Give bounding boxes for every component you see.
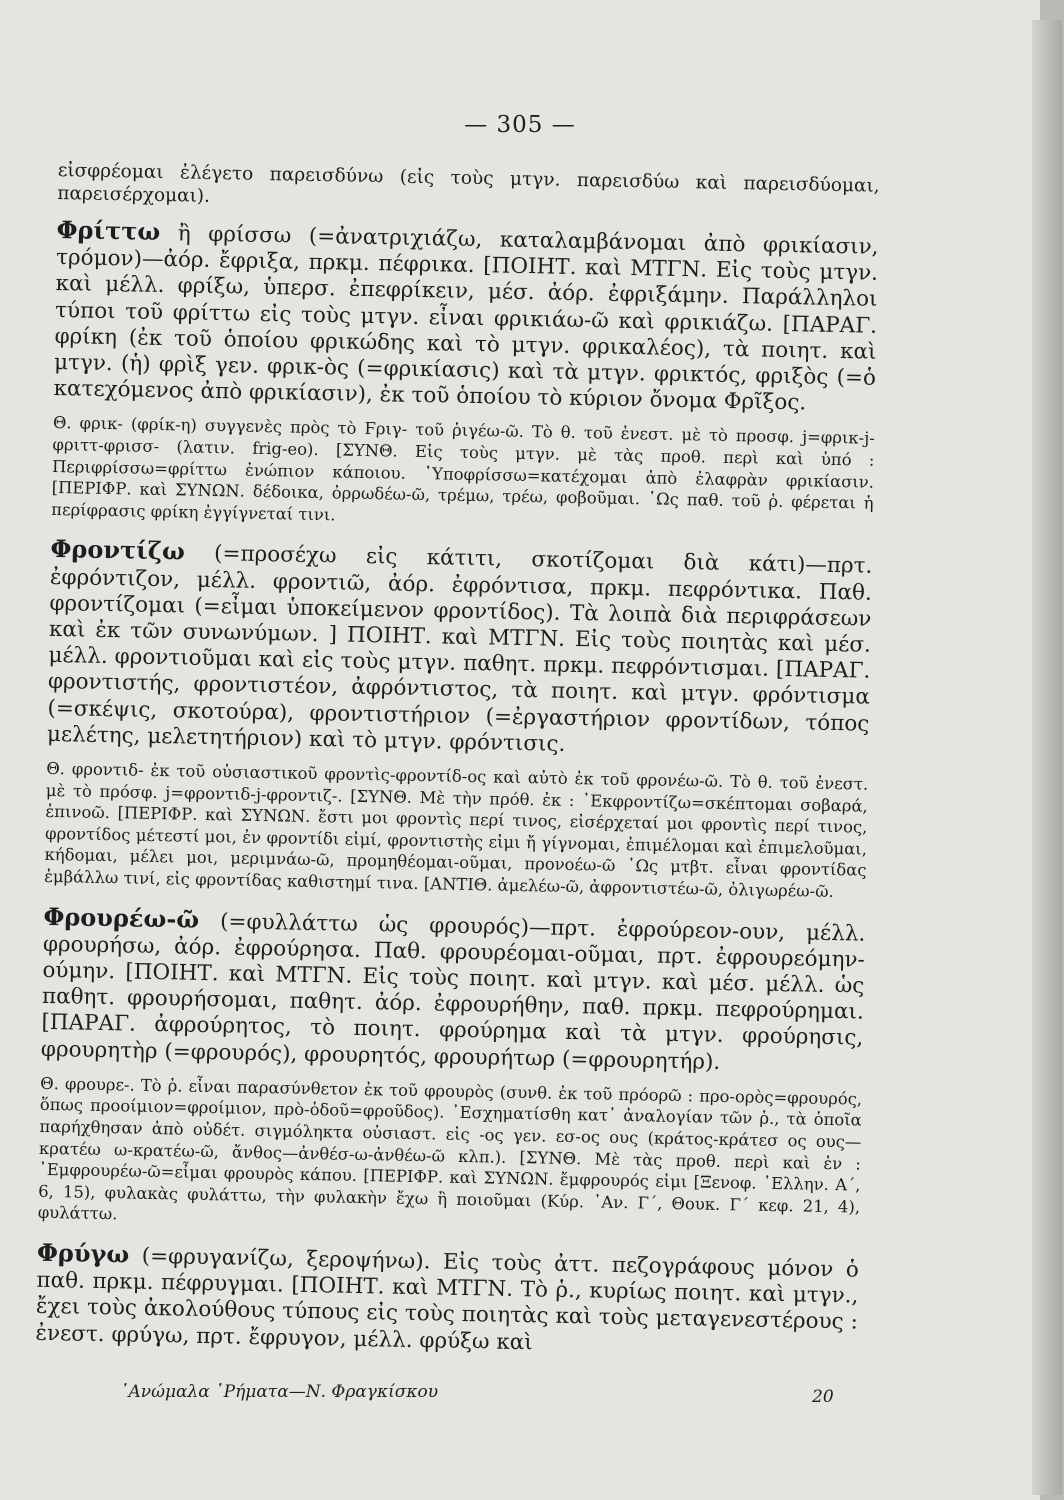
entry-note: Θ. φρουρε-. Τὸ ῥ. εἶναι παρασύνθετον ἐκ τοῦ φρουρὸς (συνθ. ἐκ τοῦ πρόορῶ : προ-ορὸς=φρουρός, ὅπως προοίμιον=φροίμιον, πρὸ-ὁδοῦ=φροῦδος). ᾿Εσχηματίσθη κατ᾿ ἀναλογίαν τῶν ῥ., τὰ ὁποῖα παρήχθησαν ἀπὸ οὐδέτ. σιγμόληκτα οὐσιαστ. εἰς -ος γεν. εσ-ος ους (κράτος-κράτεσ ος ους—κρατέω ω-κρατέω-ῶ, ἄνθος—ἀνθέσ-ω-ἀνθέω-ῶ κλπ.). [ΣΥΝΘ. Μὲ τὰς προθ. περὶ καὶ ἐν : ᾿Εμφρουρέω-ῶ=εἶμαι φρουρὸς κάπου. [ΠΕΡΙΦΡ. καὶ ΣΥΝΩΝ. ἔμφρουρός εἰμι [Ξενοφ. ῾Ελλην. Α΄, 6, 15), φυλακὰς φυλάττω, τὴν φυλακὴν ἔχω ἢ ποιοῦμαι (Κύρ. ᾿Αν. Γ΄, Θουκ. Γ΄ κεφ. 21, 4), φυλάττω.: [37, 1073, 863, 1224]
entry-lemma: Φροντίζω: [50, 534, 186, 566]
entry-frontizw: [47, 536, 873, 763]
entry-body: ἢ φρίσσω (=ἀνατριχιάζω, καταλαμβάνομαι ἀπὸ φρικίασιν, τρόμον)—ἀόρ. ἔφριξα, πρκμ. πέφρικα. [ΠΟΙΗΤ. καὶ ΜΤΓΝ. Εἰς τοὺς μτγν. καὶ μέλλ. φρίξω, ὑπερσ. ἐπεφρίκειν, μέσ. ἀόρ. ἐφριξάμην. Παράλληλοι τύποι τοῦ φρίττω εἰς τοὺς μτγν. εἶναι φρικιάω-ῶ καὶ φρικιάζω. [ΠΑΡΑΓ. φρίκη (ἐκ τοῦ ὁποίου φρικώδης καὶ τὸ μτγν. φρικαλέος), τὰ ποιητ. καὶ μτγν. (ἡ) φρὶξ γεν. φρικ-ὸς (=φρικίασις) καὶ τὰ μτγν. φρικτός, φριξὸς (=ὁ κατεχόμενος ἀπὸ φρικίασιν), ἐκ τοῦ ὁποίου τὸ κύριον ὄνομα Φρῖξος.: [53, 221, 879, 416]
page-number: — 305 —: [464, 112, 576, 138]
entry-body: (=προσέχω εἰς κάτιτι, σκοτίζομαι διὰ κάτι)—πρτ. ἐφρόντιζον, μέλλ. φροντιῶ, ἀόρ. ἐφρόντισα, πρκμ. πεφρόντικα. Παθ. φροντίζομαι (=εἶμαι ὑποκείμενον φροντίδος). Τὰ λοιπὰ διὰ περιφράσεων καὶ ἐκ τῶν συνωνύμων. ] ΠΟΙΗΤ. καὶ ΜΤΓΝ. Εἰς τοὺς ποιητὰς καὶ μέσ. μέλλ. φροντιοῦμαι καὶ εἰς τοὺς μτγν. παθητ. πρκμ. πεφρόντισμαι. [ΠΑΡΑΓ. φροντιστής, φροντιστέον, ἀφρόντιστος, τὰ ποιητ. καὶ μτγν. φρόντισμα (=σκέψις, σκοτούρα), φροντιστήριον (=ἐργαστήριον φροντίδων, τόπος μελέτης, μελετητήριον) καὶ τὸ μτγν. φρόντισις.: [46, 541, 873, 757]
footer-source: ᾿Ανώμαλα ῾Ρήματα—Ν. Φραγκίσκου: [120, 1382, 439, 1402]
entry-body: (=φρυγανίζω, ξεροψήνω). Εἰς τοὺς ἀττ. πεζογράφους μόνον ὁ παθ. πρκμ. πέφρυγμαι. [ΠΟΙΗΤ. καὶ ΜΤΓΝ. Τὸ ῥ., κυρίως ποιητ. καὶ μτγν., ἔχει τοὺς ἀκολούθους τύπους εἰς τοὺς ποιητὰς καὶ τοὺς μεταγενεστέρους : ἐνεστ. φρύγω, πρτ. ἔφρυγον, μέλλ. φρύξω καὶ: [35, 1243, 860, 1355]
entry-frygw: [35, 1237, 860, 1363]
entry-note: Θ. φρικ- (φρίκ-η) συγγενὲς πρὸς τὸ Ϝριγ- τοῦ ῥιγέω-ῶ. Τὸ θ. τοῦ ἐνεστ. μὲ τὸ προσφ. j=φρικ-j-φριττ-φρισσ- (λατιν. frig-eo). [ΣΥΝΘ. Εἰς τοὺς μτγν. μὲ τὰς προθ. περὶ καὶ ὑπό : Περιφρίσσω=φρίττω ἐνώπιον κάποιου. ῾Υποφρίσσω=κατέχομαι ἀπὸ ἐλαφρὰν φρικίασιν. [ΠΕΡΙΦΡ. καὶ ΣΥΝΩΝ. δέδοικα, ὀρρωδέω-ῶ, τρέμω, τρέω, φοβοῦμαι. ῾Ως παθ. τοῦ ῥ. φέρεται ἡ περίφρασις φρίκη ἐγγίγνεταί τινι.: [51, 413, 875, 525]
book-edge: [1032, 20, 1062, 1495]
entry-lemma: Φρύγω: [36, 1237, 130, 1269]
entry-note: Θ. φροντιδ- ἐκ τοῦ οὐσιαστικοῦ φροντὶς-φροντίδ-ος καὶ αὐτὸ ἐκ τοῦ φρονέω-ῶ. Τὸ θ. τοῦ ἐνεστ. μὲ τὸ πρόσφ. j=φροντιδ-j-φροντιζ-. [ΣΥΝΘ. Μὲ τὴν πρόθ. ἐκ : ᾿Εκφροντίζω=σκέπτομαι σοβαρά, ἐπινοῶ. [ΠΕΡΙΦΡ. καὶ ΣΥΝΩΝ. ἔστι μοι φροντὶς περί τινος, εἰσέρχεταί μοι φροντὶς περί τινος, φροντίδος μέτεστί μοι, ἐν φροντίδι εἰμί, φροντιστὴς εἰμι ἤ γίγνομαι, ἐπιμέλομαι καὶ ἐπιμελοῦμαι, κήδομαι, μέλει μοι, μεριμνάω-ῶ, προμηθέομαι-οῦμαι, προνοέω-ῶ ῾Ως μτβτ. εἶναι φροντίδας ἐμβάλλω τινί, εἰς φροντίδας καθιστημί τινα. [ΑΝΤΙΘ. ἀμελέω-ῶ, ἀφροντιστέω-ῶ, ὀλιγωρέω-ῶ.: [44, 758, 869, 902]
entry-body: (=φυλλάττω ὡς φρουρός)—πρτ. ἐφρούρεον-ουν, μέλλ. φρουρήσω, ἀόρ. ἐφρούρησα. Παθ. φρουρέομαι-οῦμαι, πρτ. ἐφρουρεόμην-ούμην. [ΠΟΙΗΤ. καὶ ΜΤΓΝ. Εἰς τοὺς ποιητ. καὶ μτγν. καὶ μέσ. μέλλ. ὡς παθητ. φρουρήσομαι, παθητ. ἀόρ. ἐφρουρήθην, παθ. πρκμ. πεφρούρημαι. [ΠΑΡΑΓ. ἀφρούρητος, τὸ ποιητ. φρούρημα καὶ τὰ μτγν. φρούρησις, φρουρητὴρ (=φρουρός), φρουρητός, φρουρήτωρ (=φρουρητήρ).: [40, 908, 866, 1075]
entry-continuation: [57, 160, 880, 221]
entry-lemma: Φρουρέω-ῶ: [43, 901, 200, 934]
entry-body: εἰσφρέομαι ἐλέγετο παρεισδύνω (εἰς τοὺς μτγν. παρεισδύω καὶ παρεισδύομαι, παρεισέρχομαι).: [57, 160, 880, 207]
footer-sheet-number: 20: [812, 1387, 834, 1407]
entry-lemma: Φρίττω: [56, 214, 161, 246]
entry-frourew: [41, 903, 866, 1078]
entry-frittw: [53, 214, 879, 418]
text-block: [35, 160, 880, 1372]
